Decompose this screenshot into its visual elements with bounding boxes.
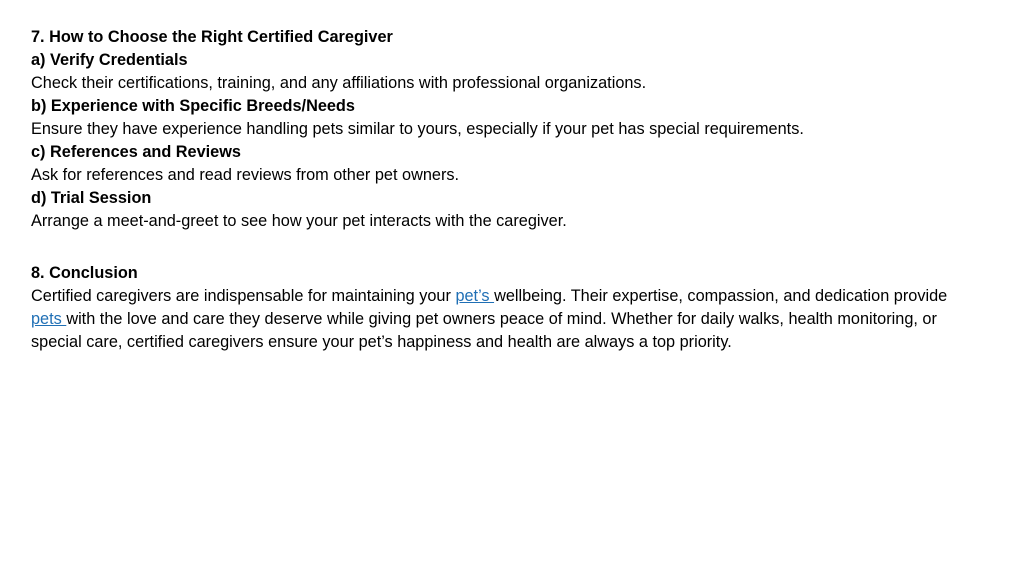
section-spacer <box>31 233 991 262</box>
conclusion-text-3: with the love and care they deserve while giving pet owners peace of mind. Whether for daily walks, health monitoring, or special care, certified caregivers ensure your pet’s happiness and health are always a top priority. <box>31 310 937 351</box>
item-c-title: c) References and Reviews <box>31 143 241 161</box>
item-a-title: a) Verify Credentials <box>31 51 188 69</box>
item-b-body: Ensure they have experience handling pets similar to yours, especially if your pet has special requirements. <box>31 120 804 138</box>
pets-possessive-link[interactable]: pet’s <box>455 287 495 305</box>
section-7-heading: 7. How to Choose the Right Certified Caregiver <box>31 28 393 46</box>
item-d-title: d) Trial Session <box>31 189 152 207</box>
pets-link[interactable]: pets <box>31 310 67 328</box>
slide-content <box>31 26 991 354</box>
item-b-title: b) Experience with Specific Breeds/Needs <box>31 97 355 115</box>
conclusion-text-2: wellbeing. Their expertise, compassion, and dedication provide <box>494 287 948 305</box>
item-d-body: Arrange a meet-and-greet to see how your pet interacts with the caregiver. <box>31 212 567 230</box>
item-a-body: Check their certifications, training, and any affiliations with professional organizations. <box>31 74 647 92</box>
conclusion-text-1: Certified caregivers are indispensable for maintaining your <box>31 287 456 305</box>
conclusion-paragraph <box>31 285 981 354</box>
item-c-body: Ask for references and read reviews from other pet owners. <box>31 166 460 184</box>
section-8-heading: 8. Conclusion <box>31 264 138 282</box>
